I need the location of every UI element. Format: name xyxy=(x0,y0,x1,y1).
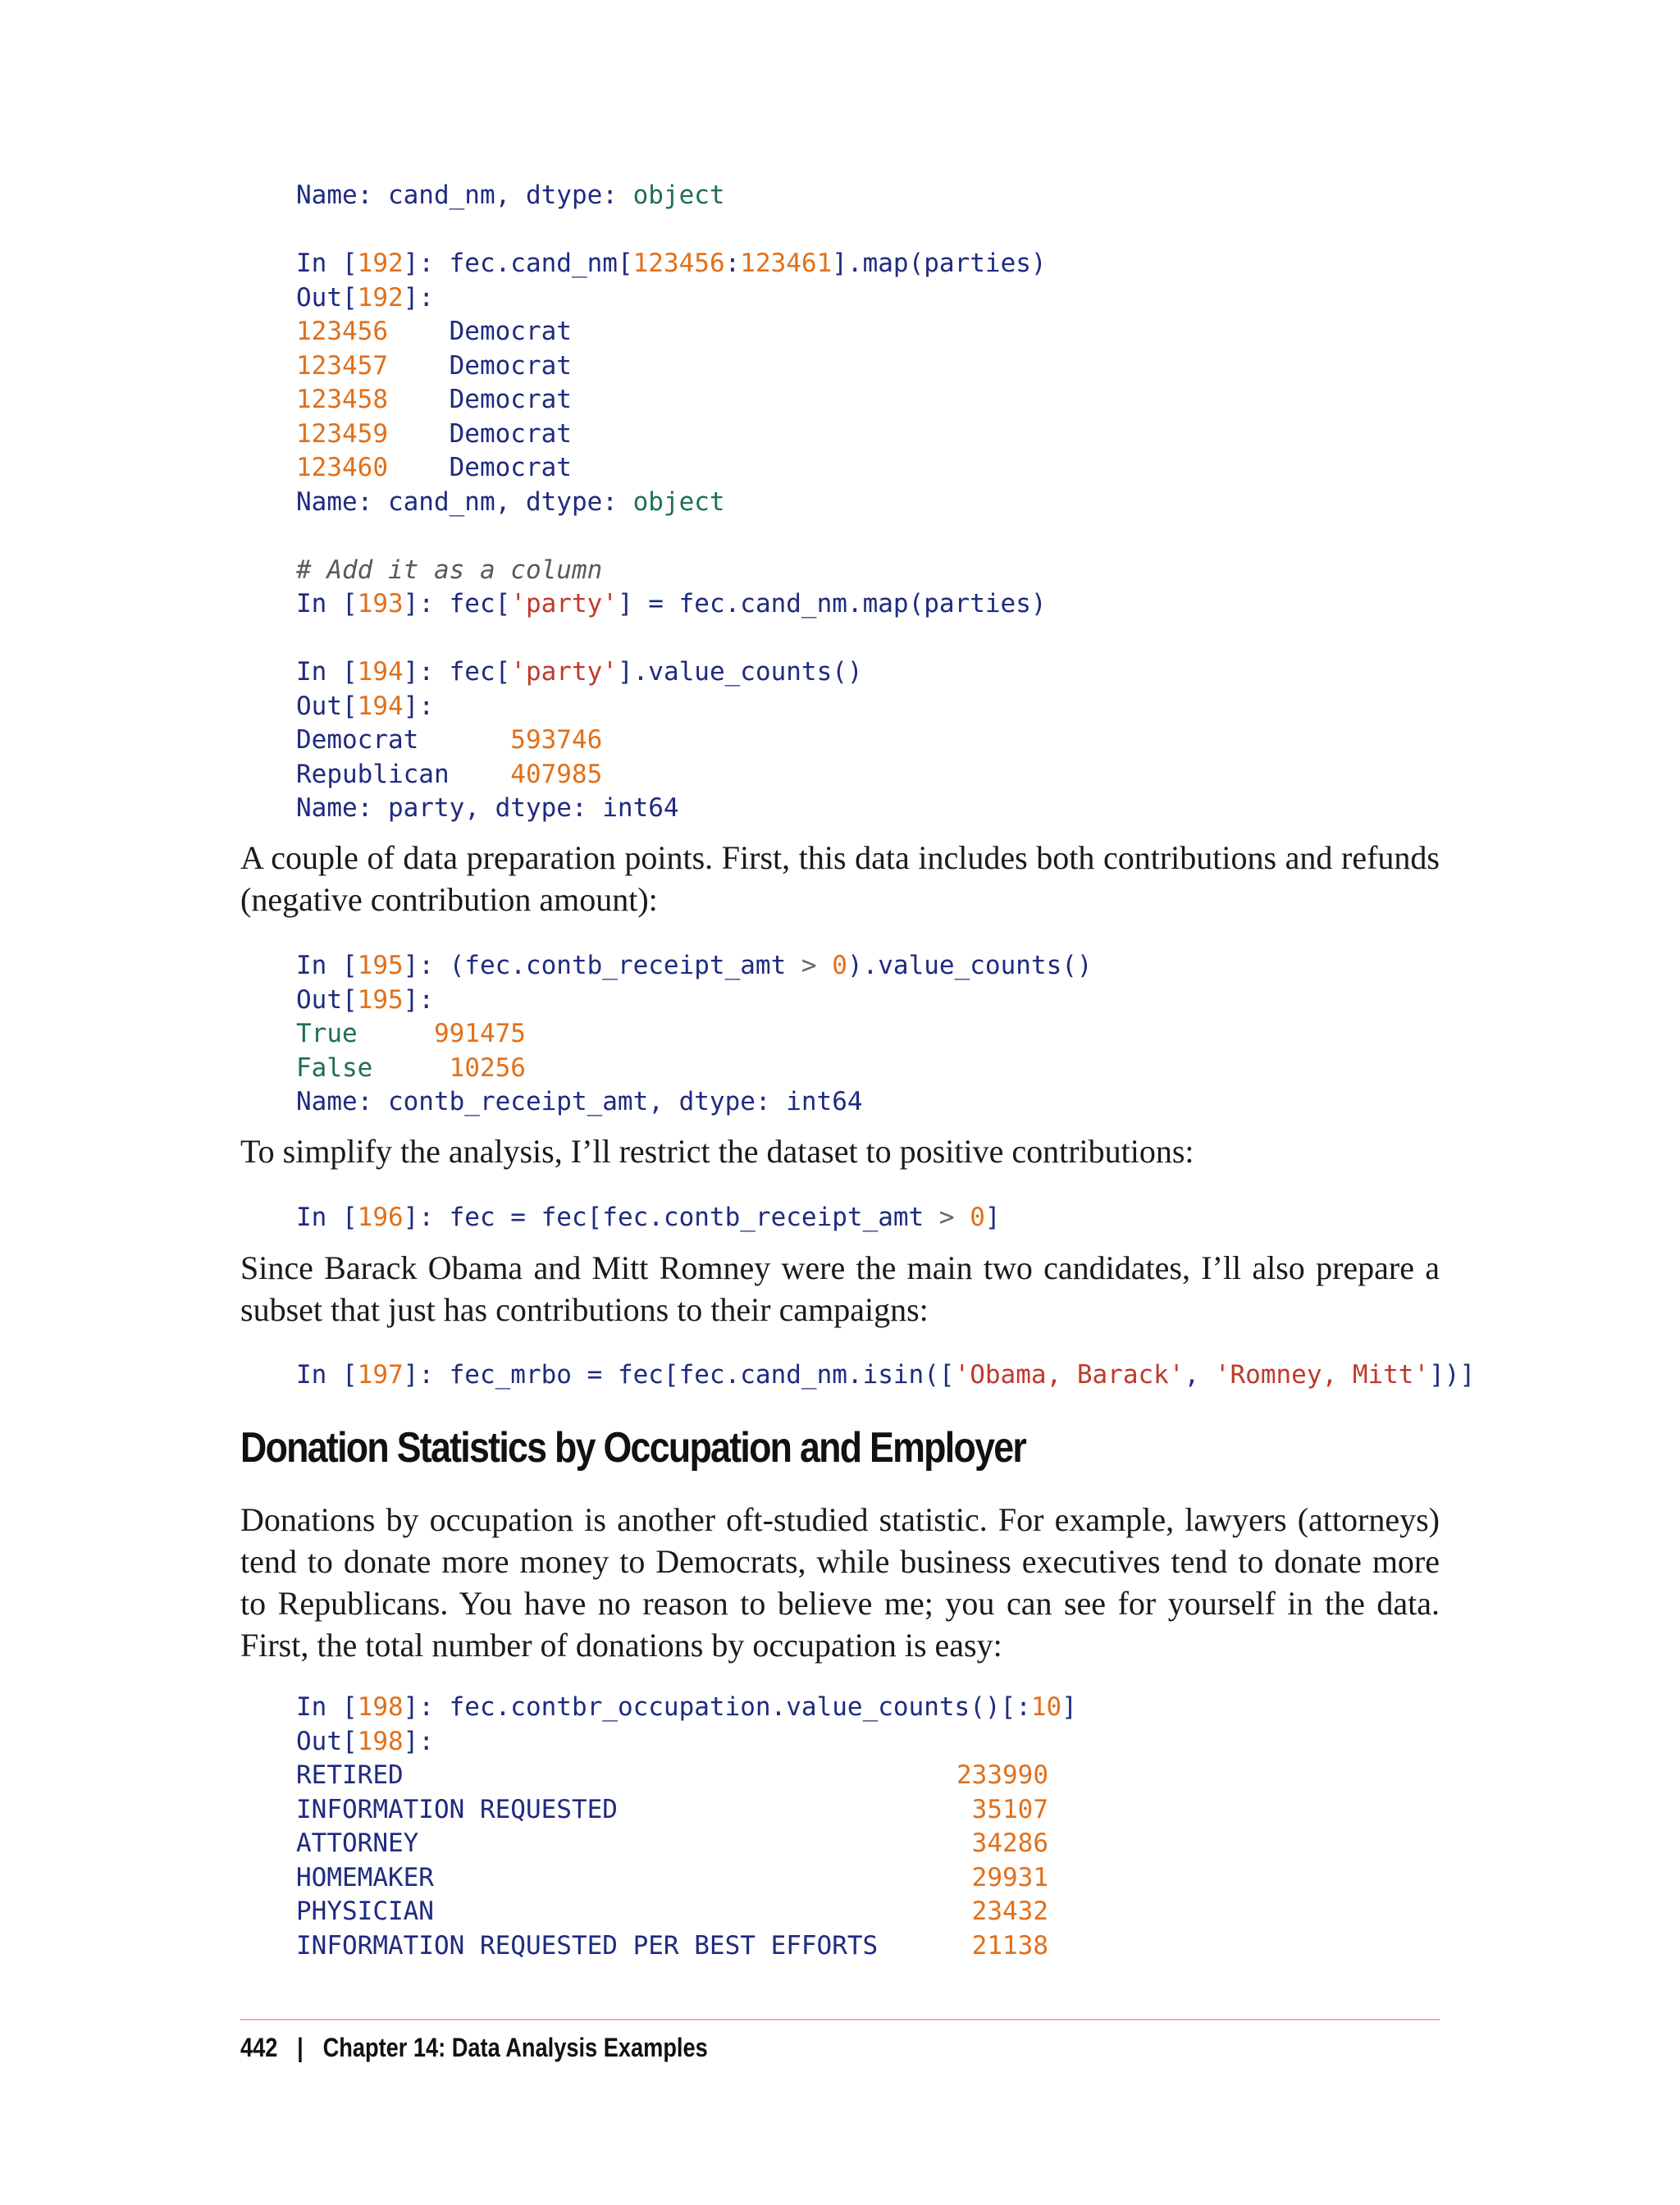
code-block-cand-party xyxy=(296,179,1047,826)
code-block-occupation xyxy=(296,1691,1077,1963)
code-row: 123459 Democrat xyxy=(296,418,572,449)
code-line-out198: Out[198]: xyxy=(296,1726,434,1756)
code-line-in196: In [196]: fec = fec[fec.contb_receipt_amt > 0] xyxy=(296,1203,1001,1232)
code-block-filter xyxy=(296,1201,1001,1235)
code-line-name: Name: cand_nm, dtype: object xyxy=(296,486,725,517)
code-block-mrbo xyxy=(296,1358,1475,1393)
section-heading: Donation Statistics by Occupation and Employer xyxy=(240,1424,1026,1472)
code-line-in192: In [192]: fec.cand_nm[123456:123461].map(parties) xyxy=(296,249,1047,278)
code-line-name-party: Name: party, dtype: int64 xyxy=(296,793,679,823)
code-row: True 991475 xyxy=(296,1019,526,1048)
code-line-in194: In [194]: fec['party'].value_counts() xyxy=(296,657,863,687)
code-row: INFORMATION REQUESTED PER BEST EFFORTS 21138 xyxy=(296,1930,1048,1961)
code-comment: # Add it as a column xyxy=(296,555,603,585)
paragraph-restrict: To simplify the analysis, I’ll restrict the dataset to positive contributions: xyxy=(240,1133,1194,1170)
code-row: False 10256 xyxy=(296,1052,526,1083)
code-line-name: Name: cand_nm, dtype: object xyxy=(296,180,725,210)
code-line-out194: Out[194]: xyxy=(296,691,434,721)
footer-divider xyxy=(240,2019,1440,2020)
chapter-title: Chapter 14: Data Analysis Examples xyxy=(322,2033,708,2062)
code-row: 123456 Democrat xyxy=(296,317,572,346)
code-row: HOMEMAKER 29931 xyxy=(296,1862,1048,1892)
paragraph-data-prep: A couple of data preparation points. First, this data includes both contributions and refunds (negative contribution amount): xyxy=(240,839,1440,918)
code-line-out195: Out[195]: xyxy=(296,984,434,1015)
code-line-in198: In [198]: fec.contbr_occupation.value_counts()[:10] xyxy=(296,1692,1077,1722)
paragraph-occupation: Donations by occupation is another oft-studied statistic. For example, lawyers (attorneys) tend to donate more money to Democrats, while business executives tend to donate more to Republicans. You have no reason to believe me; you can see for yourself in the data. First, the total number of donations by occupation is easy: xyxy=(240,1501,1440,1664)
code-line-in193: In [193]: fec['party'] = fec.cand_nm.map(parties) xyxy=(296,589,1047,619)
code-row: Republican 407985 xyxy=(296,759,603,789)
code-line-name-receipt: Name: contb_receipt_amt, dtype: int64 xyxy=(296,1087,863,1116)
page-footer xyxy=(240,2033,708,2063)
code-row: 123460 Democrat xyxy=(296,453,572,482)
code-row: PHYSICIAN 23432 xyxy=(296,1897,1048,1926)
code-block-receipt-counts xyxy=(296,949,1093,1120)
code-row: Democrat 593746 xyxy=(296,725,603,755)
footer-separator: | xyxy=(297,2033,304,2062)
code-row: 123458 Democrat xyxy=(296,385,572,414)
paragraph-subset: Since Barack Obama and Mitt Romney were the main two candidates, I’ll also prepare a subset that just has contributions to their campaigns: xyxy=(240,1249,1440,1328)
code-row: INFORMATION REQUESTED 35107 xyxy=(296,1794,1048,1824)
code-line-in195: In [195]: (fec.contb_receipt_amt > 0).value_counts() xyxy=(296,951,1093,980)
code-row: RETIRED 233990 xyxy=(296,1760,1048,1790)
code-line-in197: In [197]: fec_mrbo = fec[fec.cand_nm.isin(['Obama, Barack', 'Romney, Mitt'])] xyxy=(296,1360,1476,1390)
code-row: ATTORNEY 34286 xyxy=(296,1828,1048,1858)
code-row: 123457 Democrat xyxy=(296,350,572,381)
code-line-out192: Out[192]: xyxy=(296,282,434,313)
page-number: 442 xyxy=(240,2033,278,2062)
